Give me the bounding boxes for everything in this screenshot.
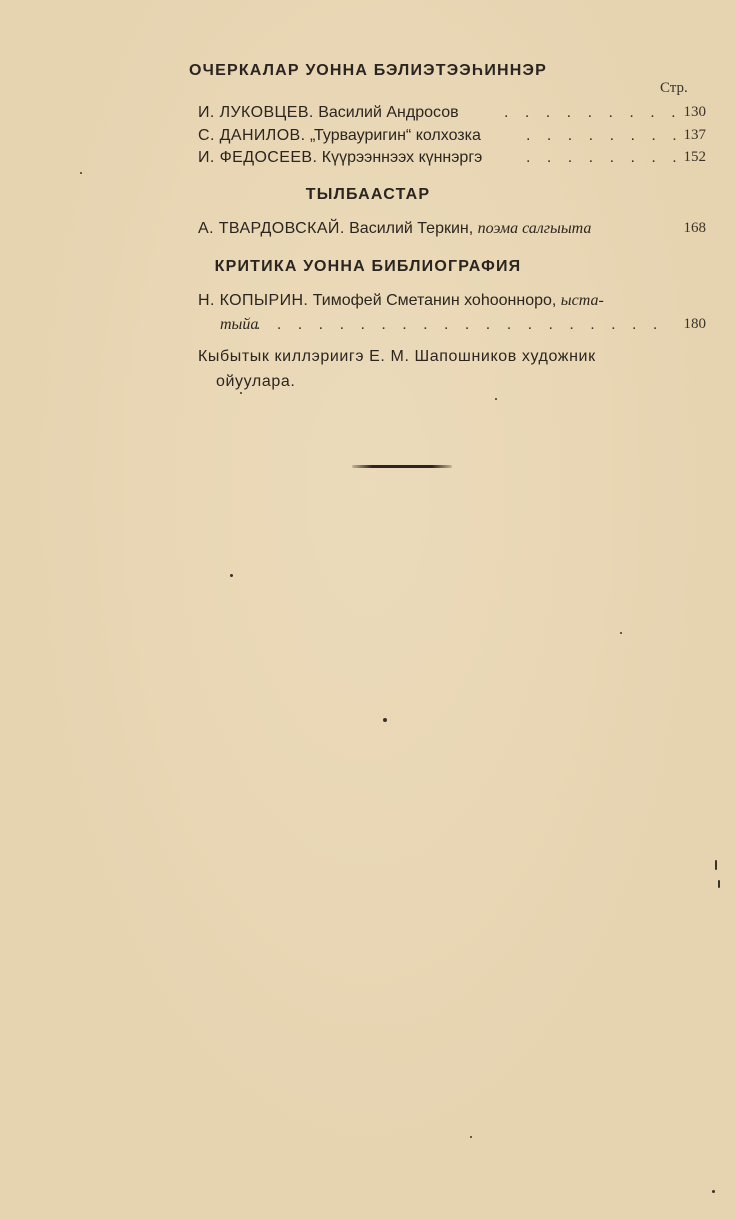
paper-speck bbox=[620, 632, 622, 634]
paper-speck bbox=[230, 574, 233, 577]
toc-entry-page: 168 bbox=[683, 220, 706, 236]
leader-dots: . . . . . . . . bbox=[526, 149, 683, 166]
illustration-note-line: ойуулара. bbox=[216, 373, 296, 390]
illustration-note bbox=[198, 344, 668, 394]
paper-speck bbox=[718, 880, 720, 888]
toc-entry-subtitle: ыста- bbox=[560, 292, 604, 309]
paper-speck bbox=[712, 1190, 715, 1193]
toc-entry[interactable] bbox=[198, 292, 706, 310]
toc-entry-title: „Турвауригин“ колхозка bbox=[309, 127, 481, 144]
paper-speck bbox=[240, 392, 242, 394]
toc-entry[interactable] bbox=[198, 104, 706, 122]
paper-speck bbox=[383, 718, 387, 722]
toc-entry-author: И. ЛУКОВЦЕВ. bbox=[198, 104, 314, 121]
toc-entry-subtitle: тыйа bbox=[220, 316, 259, 333]
toc-entry[interactable] bbox=[198, 149, 706, 167]
toc-entry-title: Тимофей Сметанин хоһооннoро, bbox=[312, 292, 557, 309]
toc-entry-author: И. ФЕДОСЕЕВ. bbox=[198, 149, 318, 166]
toc-entry-subtitle: поэма салгыыта bbox=[477, 220, 592, 237]
toc-entry-title: Василий Теркин, bbox=[349, 220, 474, 237]
toc-entry-page: 180 bbox=[683, 316, 706, 332]
toc-entry[interactable] bbox=[198, 127, 706, 145]
paper-speck bbox=[715, 860, 717, 870]
closing-rule bbox=[352, 465, 452, 468]
section-heading-kritika: КРИТИКА УОННА БИБЛИОГРАФИЯ bbox=[214, 258, 522, 275]
toc-entry-page: 130 bbox=[683, 104, 706, 120]
toc-entry-continuation[interactable] bbox=[198, 316, 706, 334]
leader-dots: . . . . . . . . bbox=[526, 127, 683, 144]
toc-entry-author: Н. КОПЫРИН. bbox=[198, 292, 309, 309]
illustration-note-line: Кыбытык киллэриигэ Е. М. Шапошников художник bbox=[198, 348, 596, 365]
paper-speck bbox=[470, 1136, 472, 1138]
toc-entry-author: С. ДАНИЛОВ. bbox=[198, 127, 306, 144]
toc-entry[interactable] bbox=[198, 220, 706, 238]
toc-entry-page: 152 bbox=[683, 149, 706, 165]
section-heading-ocherk: ОЧЕРКАЛАР УОННА БЭЛИЭТЭЭҺИННЭР bbox=[189, 62, 547, 79]
toc-entry-page: 137 bbox=[683, 127, 706, 143]
toc-entry-author: А. ТВАРДОВСКАЙ. bbox=[198, 220, 345, 237]
toc-entry-title: Күүрээннээх күннэргэ bbox=[321, 149, 483, 166]
toc-entry-title: Василий Андросов bbox=[318, 104, 459, 121]
paper-speck bbox=[80, 172, 82, 174]
paper-speck bbox=[495, 398, 497, 400]
leader-dots: . . . . . . . . . . . . . . . . . . . . bbox=[256, 316, 664, 333]
leader-dots: . . . . . . . . . bbox=[504, 104, 682, 121]
section-heading-tylbaastar: ТЫЛБААСТАР bbox=[305, 186, 431, 203]
page-column-label: Стр. bbox=[660, 80, 688, 96]
